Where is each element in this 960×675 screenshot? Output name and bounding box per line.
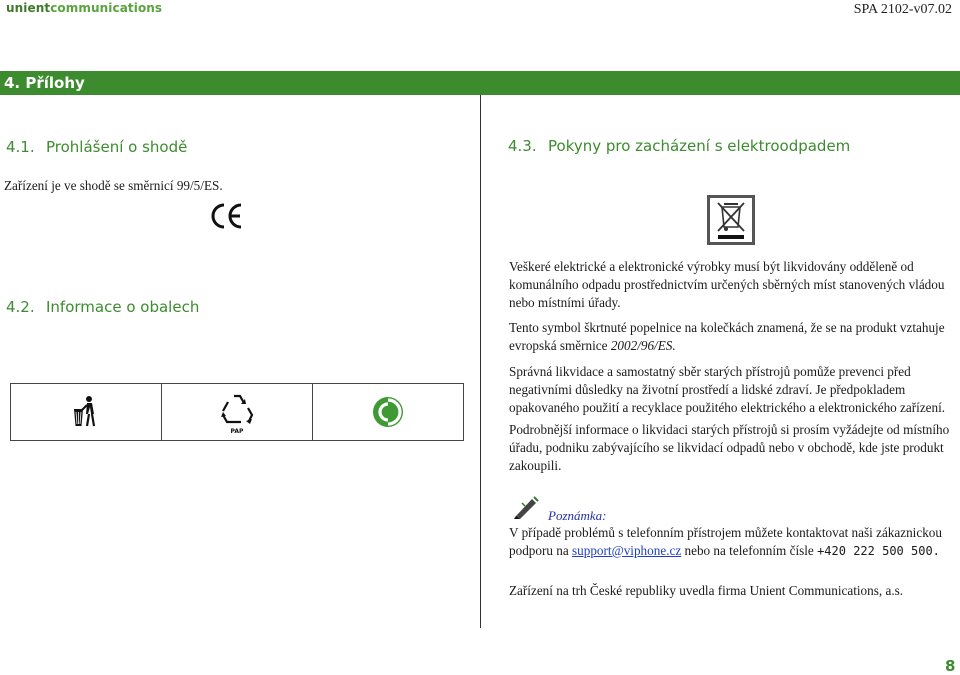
disposal-paragraph-4: Podrobnější informace o likvidaci starých přístrojů si prosím vyžádejte od místního úřadu, podniku zabývajícího se likvidací odpadů nebo v obchodě, kde jste produkt zakoupili. (509, 422, 950, 473)
page-number: 8 (945, 657, 956, 675)
section-heading-4-3: 4.3. Pokyny pro zacházení s elektroodpadem (508, 137, 851, 155)
packaging-symbols-table (10, 383, 464, 441)
section-heading-4-2: 4.2. Informace o obalech (6, 298, 200, 316)
trash-bin-person-icon (68, 394, 104, 430)
disposal-paragraph-3: Správná likvidace a samostatný sběr starých přístrojů pomůže prevenci před negativními důsledky na životní prostředí a lidské zdraví. Je předpokladem opakovaného použití a recyklace použitého elektrického a elektronického zařízení. (509, 364, 946, 415)
distributor-statement: Zařízení na trh České republiky uvedla firma Unient Communications, a.s. (509, 583, 904, 598)
support-phone: +420 222 500 500. (817, 543, 940, 558)
chapter-title: 4. Přílohy (4, 74, 85, 92)
pencil-note-icon (512, 495, 540, 519)
conformity-statement: Zařízení je ve shodě se směrnicí 99/5/ES. (4, 178, 223, 193)
note-text: V případě problémů s telefonním přístrojem můžete kontaktovat naši zákaznickou podporu na support@viphone.cz nebo na telefonním čísle +420 222 500 500. (509, 525, 942, 558)
document-code: SPA 2102-v07.02 (853, 2, 952, 17)
green-dot-icon (372, 396, 404, 428)
disposal-paragraph-1: Veškeré elektrické a elektronické výrobky musí být likvidovány odděleně od komunálního odpadu prostřednictvím určených sběrných míst stanovených vládou nebo místními úřady. (509, 259, 945, 310)
column-divider (480, 95, 481, 628)
brand-logo: unientcommunications (6, 1, 163, 15)
pap-recycling-icon (217, 390, 257, 434)
directive-number: 2002/96/ES. (610, 337, 676, 353)
symbol-cell (162, 384, 313, 440)
note-title: Poznámka: (548, 508, 607, 523)
crossed-out-bin-icon (707, 195, 755, 245)
symbol-cell (313, 384, 463, 440)
pap-label: PAP (230, 428, 244, 434)
support-email-link[interactable]: support@viphone.cz (572, 542, 682, 558)
section-heading-4-1: 4.1. Prohlášení o shodě (6, 138, 188, 156)
ce-mark-icon (210, 199, 244, 233)
symbol-cell (11, 384, 162, 440)
disposal-paragraph-2: Tento symbol škrtnuté popelnice na kolečkách znamená, že se na produkt vztahuje evropská směrnice 2002/96/ES. (509, 320, 945, 353)
chapter-heading-bar (0, 71, 960, 95)
